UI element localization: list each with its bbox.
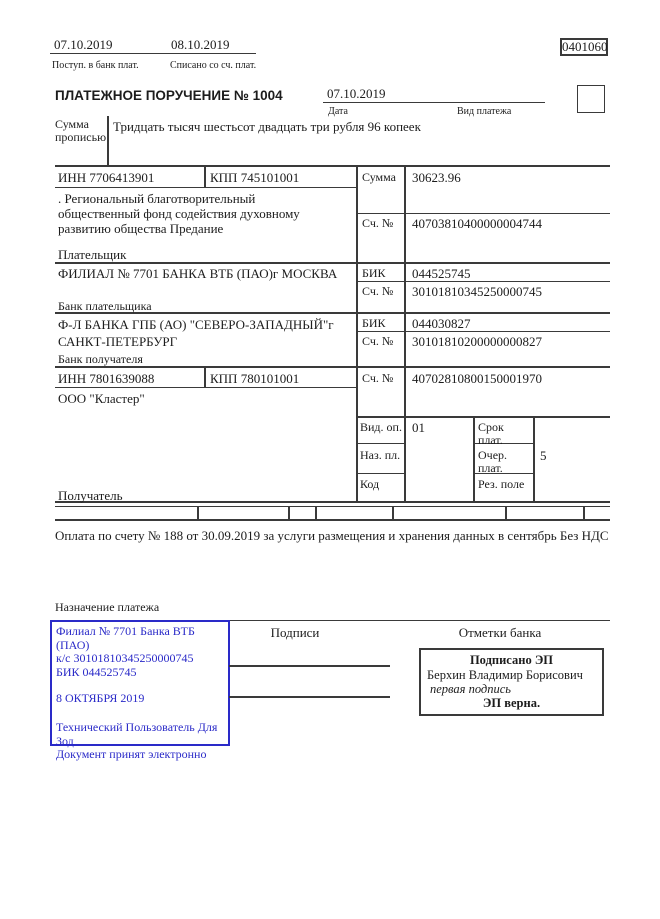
table-line: [55, 506, 610, 507]
document-title: ПЛАТЕЖНОЕ ПОРУЧЕНИЕ № 1004: [55, 88, 283, 103]
purpose-code-label: Наз. пл.: [360, 448, 401, 462]
signature-kind: первая подпись: [430, 682, 511, 696]
bank-stamp-line: к/с 30101810345250000745: [56, 651, 194, 666]
payee-account: 40702810800150001970: [412, 371, 542, 386]
op-kind-value: 01: [412, 420, 425, 435]
payer-label: Плательщик: [58, 247, 127, 262]
bik-label: БИК: [362, 316, 386, 330]
payer-bank-label: Банк плательщика: [58, 299, 152, 313]
table-line: [356, 281, 610, 282]
payer-name-line2: общественный фонд содействия духовному: [58, 206, 300, 221]
table-line: [356, 331, 610, 332]
payee-bank-label: Банк получателя: [58, 352, 143, 366]
payment-purpose-text: Оплата по счету № 188 от 30.09.2019 за услуги размещения и хранения данных в сентябрь Без НДС: [55, 528, 609, 543]
payee-inn: ИНН 7801639088: [58, 371, 155, 386]
bank-stamp-line: 8 ОКТЯБРЯ 2019: [56, 691, 145, 706]
code-label: Код: [360, 477, 380, 491]
table-line: [356, 213, 610, 214]
amount-in-words-label: Сумма прописью: [55, 117, 107, 144]
signed-stamp: [419, 648, 604, 716]
table-line: [228, 620, 610, 621]
due-date-label: Срок плат.: [478, 420, 504, 447]
table-line: [533, 416, 535, 503]
payer-inn: ИНН 7706413901: [58, 170, 155, 185]
signature-line: [229, 665, 390, 667]
table-line: [473, 416, 475, 503]
bank-stamp-line: Филиал № 7701 Банка ВТБ (ПАО): [56, 624, 195, 652]
debited-from-account-date: 08.10.2019: [167, 37, 256, 54]
debited-from-account-label: Списано со сч. плат.: [170, 60, 257, 71]
table-line: [505, 506, 507, 520]
amount-value: 30623.96: [412, 170, 461, 185]
bank-stamp-line: Документ принят электронно: [56, 747, 207, 762]
payer-name-line1: . Региональный благотворительный: [58, 191, 256, 206]
payment-kind-label: Вид платежа: [457, 106, 512, 117]
payment-purpose-label: Назначение платежа: [55, 600, 160, 614]
payee-label: Получатель: [58, 488, 123, 503]
reserve-field-label: Рез. поле: [478, 477, 525, 491]
bank-stamp: [50, 620, 230, 762]
table-line: [55, 519, 610, 521]
table-line: [55, 165, 610, 167]
signer-name: Берхин Владимир Борисович: [427, 668, 583, 682]
account-label: Сч. №: [362, 371, 394, 385]
bik-label: БИК: [362, 266, 386, 280]
date-label: Дата: [328, 106, 348, 117]
table-line: [356, 443, 406, 444]
signatures-label: Подписи: [270, 625, 320, 640]
payer-bank-bik: 044525745: [412, 266, 471, 281]
table-line: [356, 165, 358, 503]
payer-bank-account: 30101810345250000745: [412, 284, 542, 299]
payee-bank-name-line2: САНКТ-ПЕТЕРБУРГ: [58, 334, 178, 349]
received-in-bank-date: 07.10.2019: [50, 37, 167, 54]
table-line: [204, 165, 206, 188]
signed-stamp-title: Подписано ЭП: [469, 653, 554, 667]
table-line: [288, 506, 290, 520]
received-in-bank-label: Поступ. в банк плат.: [52, 60, 139, 71]
table-line: [583, 506, 585, 520]
account-label: Сч. №: [362, 216, 394, 230]
divider: [107, 116, 109, 166]
payee-name: ООО "Кластер": [58, 391, 145, 406]
bank-stamp-line: Зод: [56, 733, 74, 748]
bank-stamp-line: БИК 044525745: [56, 664, 137, 679]
signature-line: [229, 696, 390, 698]
account-label: Сч. №: [362, 334, 394, 348]
op-kind-label: Вид. оп.: [360, 420, 402, 434]
table-line: [356, 416, 610, 418]
table-line: [55, 366, 610, 368]
payer-name-line3: развитию общества Предание: [58, 221, 224, 236]
table-line: [204, 366, 206, 388]
priority-label: Очер. плат.: [478, 448, 508, 475]
bank-marks-label: Отметки банка: [458, 625, 542, 640]
table-line: [392, 506, 394, 520]
table-line: [55, 387, 356, 388]
table-line: [197, 506, 199, 520]
table-line: [315, 506, 317, 520]
amount-in-words-value: Тридцать тысяч шестьсот двадцать три рубля 96 копеек: [113, 119, 421, 134]
table-line: [356, 473, 406, 474]
payer-account: 40703810400000004744: [412, 216, 542, 231]
account-label: Сч. №: [362, 284, 394, 298]
table-line: [404, 165, 406, 503]
status-box: [577, 85, 605, 113]
bank-stamp-line: Технический Пользователь Для: [56, 719, 218, 734]
payee-bank-name-line1: Ф-Л БАНКА ГПБ (АО) "СЕВЕРО-ЗАПАДНЫЙ"г: [58, 317, 334, 332]
payment-kind-field: [437, 86, 545, 103]
payee-bank-bik: 044030827: [412, 316, 471, 331]
priority-value: 5: [540, 448, 547, 463]
table-line: [55, 501, 610, 503]
form-code-box: 0401060: [562, 39, 608, 54]
payer-bank-name: ФИЛИАЛ № 7701 БАНКА ВТБ (ПАО)г МОСКВА: [58, 266, 338, 281]
payer-kpp: КПП 745101001: [210, 170, 300, 185]
payee-kpp: КПП 780101001: [210, 371, 300, 386]
document-date: 07.10.2019: [323, 86, 437, 103]
table-line: [55, 262, 610, 264]
payee-bank-account: 30101810200000000827: [412, 334, 542, 349]
amount-label: Сумма: [362, 170, 396, 184]
signature-verdict: ЭП верна.: [482, 696, 541, 710]
table-line: [55, 187, 356, 188]
